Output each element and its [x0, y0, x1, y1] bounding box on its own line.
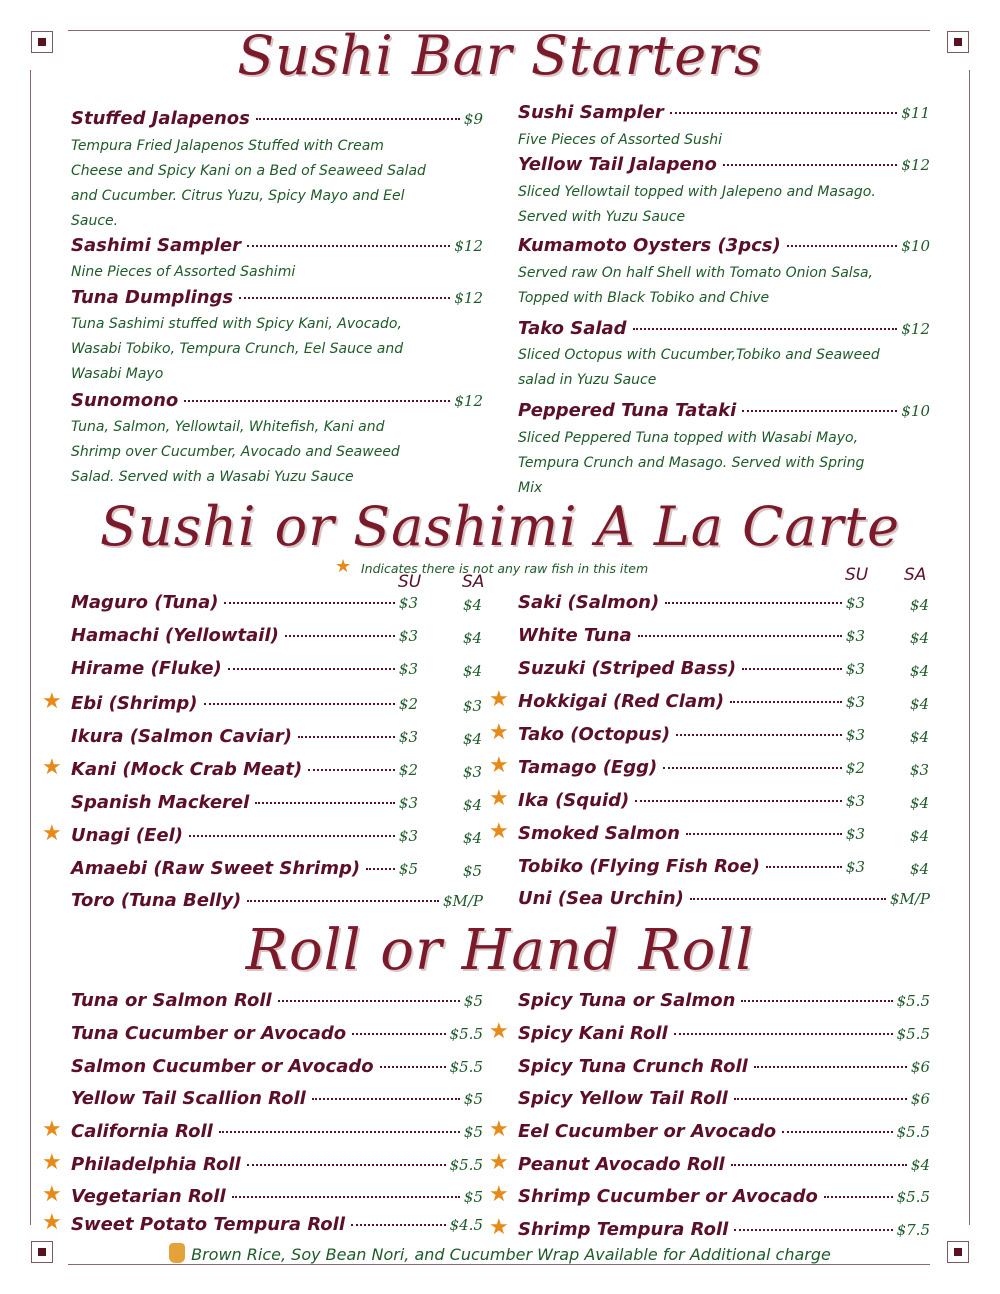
sushi-price: $2 — [845, 759, 865, 777]
roll-item — [71, 990, 483, 1011]
sushi-price: $3 — [398, 594, 418, 612]
alacarte-item — [518, 691, 865, 712]
starter-item — [518, 102, 930, 123]
sashimi-price: $4 — [910, 827, 930, 845]
sushi-price: $2 — [398, 761, 418, 779]
leader-dots — [228, 668, 395, 670]
leader-dots — [690, 898, 886, 900]
sashimi-price: $4 — [910, 860, 930, 878]
alacarte-item — [71, 890, 483, 911]
item-name: Ikura (Salmon Caviar) — [71, 726, 292, 747]
starter-item — [518, 400, 930, 421]
item-price: $7.5 — [896, 1221, 930, 1239]
roll-item — [518, 990, 930, 1011]
item-name: Sunomono — [71, 390, 179, 411]
desc-line: Shrimp over Cucumber, Avocado and Seaweed — [71, 444, 400, 460]
roll-item — [518, 1023, 930, 1044]
desc-line: Sliced Yellowtail topped with Jalepeno and Masago. — [518, 184, 876, 200]
leader-dots — [255, 802, 395, 804]
sushi-price: $3 — [398, 794, 418, 812]
leader-dots — [184, 400, 450, 402]
sushi-price: $3 — [398, 827, 418, 845]
sushi-price: $5 — [398, 860, 418, 878]
leader-dots — [224, 602, 394, 604]
desc-line: Five Pieces of Assorted Sushi — [518, 132, 722, 148]
starter-item — [518, 318, 930, 339]
leader-dots — [256, 118, 460, 120]
alacarte-item — [518, 856, 865, 877]
leader-dots — [351, 1224, 446, 1226]
star-icon: ★ — [489, 819, 509, 844]
item-description — [518, 426, 864, 501]
sashimi-price: $4 — [910, 629, 930, 647]
item-name: Ebi (Shrimp) — [71, 693, 198, 714]
alacarte-item — [518, 625, 865, 646]
leader-dots — [754, 1066, 907, 1068]
alacarte-item — [518, 724, 865, 745]
item-name: Amaebi (Raw Sweet Shrimp) — [71, 858, 361, 879]
roll-item — [518, 1056, 930, 1077]
item-name: Shrimp Tempura Roll — [518, 1219, 729, 1240]
sashimi-price: $4 — [910, 728, 930, 746]
desc-line: Served with Yuzu Sauce — [518, 209, 686, 225]
leader-dots — [312, 1098, 460, 1100]
leader-dots — [731, 1164, 907, 1166]
leader-dots — [308, 769, 395, 771]
item-name: Tamago (Egg) — [518, 757, 658, 778]
item-description — [71, 134, 426, 234]
sushi-price: $2 — [398, 695, 418, 713]
desc-line: Tempura Crunch and Masago. Served with Spring — [518, 455, 865, 471]
item-name: Spicy Yellow Tail Roll — [518, 1088, 728, 1109]
sushi-column-header: SU — [845, 565, 869, 585]
star-icon: ★ — [42, 1210, 62, 1235]
item-price: $11 — [901, 104, 930, 122]
sushi-price: $3 — [845, 825, 865, 843]
sashimi-price: $4 — [463, 662, 483, 680]
section-title-starters: Sushi Bar Starters — [237, 24, 763, 87]
section-title-rolls: Roll or Hand Roll — [245, 918, 755, 983]
no-raw-fish-note: Indicates there is not any raw fish in this item — [361, 561, 649, 576]
leader-dots — [766, 866, 842, 868]
desc-line: Salad. Served with a Wasabi Yuzu Sauce — [71, 469, 354, 485]
star-icon: ★ — [489, 786, 509, 811]
sushi-price: $3 — [845, 792, 865, 810]
starter-item — [71, 390, 483, 411]
roll-item — [71, 1154, 483, 1175]
item-name: Tako Salad — [518, 318, 627, 339]
section-title-alacarte: Sushi or Sashimi A La Carte — [99, 495, 901, 558]
sushi-price: $3 — [398, 627, 418, 645]
item-name: Suzuki (Striped Bass) — [518, 658, 737, 679]
leader-dots — [723, 164, 898, 166]
leader-dots — [742, 668, 842, 670]
sushi-price: $3 — [845, 594, 865, 612]
leader-dots — [232, 1196, 460, 1198]
desc-line: Nine Pieces of Assorted Sashimi — [71, 264, 296, 280]
leader-dots — [204, 703, 395, 705]
leader-dots — [730, 701, 842, 703]
item-name: Peanut Avocado Roll — [518, 1154, 725, 1175]
item-price: $12 — [901, 156, 930, 174]
item-price: $5.5 — [449, 1025, 483, 1043]
sashimi-price: $4 — [463, 629, 483, 647]
sushi-price: $3 — [845, 660, 865, 678]
leader-dots — [670, 112, 898, 114]
leader-dots — [352, 1033, 445, 1035]
desc-line: Cheese and Spicy Kani on a Bed of Seaweed Salad — [71, 163, 426, 179]
item-price: $12 — [454, 289, 483, 307]
leader-dots — [782, 1131, 893, 1133]
market-price: $M/P — [442, 892, 483, 910]
item-description — [71, 260, 295, 285]
desc-line: and Cucumber. Citrus Yuzu, Spicy Mayo and Eel — [71, 188, 405, 204]
roll-item — [71, 1121, 483, 1142]
roll-item — [71, 1088, 483, 1109]
leader-dots — [734, 1098, 907, 1100]
alacarte-item — [518, 888, 930, 909]
roll-item — [71, 1056, 483, 1077]
item-price: $10 — [901, 402, 930, 420]
item-price: $5.5 — [449, 1156, 483, 1174]
starter-item — [71, 108, 483, 129]
item-name: Unagi (Eel) — [71, 825, 184, 846]
item-name: Tuna Cucumber or Avocado — [71, 1023, 347, 1044]
leader-dots — [285, 635, 395, 637]
leader-dots — [247, 245, 450, 247]
item-price: $12 — [454, 392, 483, 410]
item-name: Kani (Mock Crab Meat) — [71, 759, 303, 780]
leader-dots — [380, 1066, 446, 1068]
leader-dots — [366, 868, 395, 870]
item-description — [71, 415, 400, 490]
roll-item — [71, 1186, 483, 1207]
sashimi-price: $4 — [463, 596, 483, 614]
sashimi-price: $4 — [463, 829, 483, 847]
desc-line: Sliced Octopus with Cucumber,Tobiko and Seaweed — [518, 347, 880, 363]
item-description — [71, 312, 403, 387]
footer-note — [0, 1243, 1000, 1264]
star-icon: ★ — [489, 687, 509, 712]
item-name: Tako (Octopus) — [518, 724, 671, 745]
item-price: $12 — [901, 320, 930, 338]
star-icon: ★ — [42, 755, 62, 780]
item-name: Spanish Mackerel — [71, 792, 250, 813]
leader-dots — [686, 833, 842, 835]
left-border-line — [30, 70, 31, 1225]
market-price: $M/P — [889, 890, 930, 908]
alacarte-item — [518, 757, 865, 778]
star-icon: ★ — [489, 1019, 509, 1044]
item-name: Hokkigai (Red Clam) — [518, 691, 725, 712]
leader-dots — [787, 245, 898, 247]
sushi-price: $3 — [845, 858, 865, 876]
desc-line: Sauce. — [71, 213, 119, 229]
item-price: $5 — [463, 1123, 483, 1141]
star-icon: ★ — [489, 1117, 509, 1142]
sashimi-price: $3 — [463, 697, 483, 715]
item-price: $5.5 — [896, 1123, 930, 1141]
leader-dots — [247, 1164, 446, 1166]
alacarte-item — [71, 858, 418, 879]
desc-line: Tuna, Salmon, Yellowtail, Whitefish, Kani and — [71, 419, 385, 435]
star-icon: ★ — [42, 1117, 62, 1142]
right-border-line — [969, 70, 970, 1225]
desc-line: Sliced Peppered Tuna topped with Wasabi Mayo, — [518, 430, 859, 446]
alacarte-item — [71, 693, 418, 714]
roll-item — [518, 1186, 930, 1207]
leader-dots — [674, 1033, 893, 1035]
item-name: Smoked Salmon — [518, 823, 680, 844]
star-icon: ★ — [489, 1150, 509, 1175]
leader-dots — [247, 900, 439, 902]
alacarte-item — [71, 625, 418, 646]
leader-dots — [676, 734, 842, 736]
starter-item — [518, 154, 930, 175]
item-price: $5.5 — [896, 1188, 930, 1206]
leader-dots — [278, 1000, 460, 1002]
star-icon: ★ — [42, 821, 62, 846]
roll-item — [518, 1121, 930, 1142]
leader-dots — [633, 328, 898, 330]
desc-line: Tempura Fried Jalapenos Stuffed with Cream — [71, 138, 384, 154]
sushi-column-header: SU — [398, 572, 422, 592]
leader-dots — [638, 635, 842, 637]
alacarte-item — [71, 759, 418, 780]
roll-item — [518, 1088, 930, 1109]
star-icon: ★ — [489, 753, 509, 778]
leader-dots — [741, 1000, 892, 1002]
leader-dots — [635, 800, 842, 802]
item-name: Salmon Cucumber or Avocado — [71, 1056, 374, 1077]
desc-line: Wasabi Mayo — [71, 366, 164, 382]
starter-item — [71, 287, 483, 308]
roll-item — [71, 1023, 483, 1044]
item-name: Maguro (Tuna) — [71, 592, 219, 613]
sushi-price: $3 — [845, 627, 865, 645]
sushi-price: $3 — [398, 728, 418, 746]
item-name: Sashimi Sampler — [71, 235, 242, 256]
item-price: $5 — [463, 1090, 483, 1108]
sashimi-price: $4 — [463, 730, 483, 748]
item-name: Hirame (Fluke) — [71, 658, 222, 679]
alacarte-item — [71, 592, 418, 613]
leader-dots — [219, 1131, 460, 1133]
leader-dots — [824, 1196, 893, 1198]
item-price: $5 — [463, 1188, 483, 1206]
roll-item — [518, 1154, 930, 1175]
item-name: Vegetarian Roll — [71, 1186, 226, 1207]
roll-item — [518, 1219, 930, 1240]
item-price: $4 — [910, 1156, 930, 1174]
item-price: $6 — [910, 1058, 930, 1076]
item-price: $5 — [463, 992, 483, 1010]
alacarte-item — [518, 790, 865, 811]
alacarte-item — [71, 658, 418, 679]
item-name: Tuna Dumplings — [71, 287, 234, 308]
item-name: Ika (Squid) — [518, 790, 630, 811]
desc-line: Tuna Sashimi stuffed with Spicy Kani, Avocado, — [71, 316, 402, 332]
leader-dots — [734, 1229, 892, 1231]
item-name: Sushi Sampler — [518, 102, 664, 123]
item-price: $5.5 — [896, 1025, 930, 1043]
star-icon: ★ — [489, 720, 509, 745]
item-name: Stuffed Jalapenos — [71, 108, 250, 129]
item-price: $12 — [454, 237, 483, 255]
star-icon: ★ — [42, 1150, 62, 1175]
star-icon: ★ — [42, 1182, 62, 1207]
desc-line: Topped with Black Tobiko and Chive — [518, 290, 770, 306]
item-name: Shrimp Cucumber or Avocado — [518, 1186, 818, 1207]
sashimi-price: $4 — [463, 796, 483, 814]
roll-item — [71, 1214, 483, 1235]
sashimi-price: $4 — [910, 596, 930, 614]
alacarte-item — [71, 825, 418, 846]
item-name: Hamachi (Yellowtail) — [71, 625, 279, 646]
alacarte-item — [518, 658, 865, 679]
desc-line: Mix — [518, 480, 543, 496]
sushi-price: $3 — [398, 660, 418, 678]
leader-dots — [742, 410, 897, 412]
item-name: Philadelphia Roll — [71, 1154, 241, 1175]
leader-dots — [239, 297, 450, 299]
sashimi-price: $3 — [463, 763, 483, 781]
sushi-price: $3 — [845, 693, 865, 711]
item-name: Sweet Potato Tempura Roll — [71, 1214, 346, 1235]
alacarte-item — [71, 726, 418, 747]
item-name: Yellow Tail Jalapeno — [518, 154, 717, 175]
sashimi-price: $4 — [910, 662, 930, 680]
bottom-border-line — [68, 1264, 930, 1265]
alacarte-item — [71, 792, 418, 813]
item-name: Peppered Tuna Tataki — [518, 400, 737, 421]
item-name: Eel Cucumber or Avocado — [518, 1121, 777, 1142]
sashimi-price: $5 — [463, 862, 483, 880]
item-name: Tobiko (Flying Fish Roe) — [518, 856, 760, 877]
desc-line: salad in Yuzu Sauce — [518, 372, 657, 388]
item-price: $5.5 — [896, 992, 930, 1010]
sashimi-price: $4 — [910, 695, 930, 713]
item-price: $9 — [463, 110, 483, 128]
leader-dots — [189, 835, 395, 837]
leader-dots — [663, 767, 842, 769]
star-icon: ★ — [42, 689, 62, 714]
sashimi-column-header: SA — [462, 572, 485, 592]
sashimi-price: $3 — [910, 761, 930, 779]
starter-item — [71, 235, 483, 256]
item-name: California Roll — [71, 1121, 213, 1142]
item-description — [518, 128, 722, 153]
desc-line: Wasabi Tobiko, Tempura Crunch, Eel Sauce and — [71, 341, 404, 357]
item-name: Saki (Salmon) — [518, 592, 660, 613]
item-name: Spicy Tuna Crunch Roll — [518, 1056, 748, 1077]
starter-item — [518, 235, 930, 256]
desc-line: Served raw On half Shell with Tomato Onion Salsa, — [518, 265, 874, 281]
leader-dots — [665, 602, 842, 604]
item-description — [518, 261, 873, 311]
item-name: White Tuna — [518, 625, 632, 646]
item-price: $4.5 — [449, 1216, 483, 1234]
sashimi-price: $4 — [910, 794, 930, 812]
item-description — [518, 180, 876, 230]
item-price: $10 — [901, 237, 930, 255]
item-name: Uni (Sea Urchin) — [518, 888, 684, 909]
leader-dots — [298, 736, 395, 738]
item-description — [518, 343, 880, 393]
item-name: Toro (Tuna Belly) — [71, 890, 242, 911]
item-price: $6 — [910, 1090, 930, 1108]
rice-bowl-icon — [169, 1243, 185, 1263]
alacarte-item — [518, 823, 865, 844]
alacarte-item — [518, 592, 865, 613]
sushi-price: $3 — [845, 726, 865, 744]
star-icon: ★ — [489, 1182, 509, 1207]
item-name: Yellow Tail Scallion Roll — [71, 1088, 306, 1109]
item-name: Spicy Kani Roll — [518, 1023, 668, 1044]
sashimi-column-header: SA — [904, 565, 927, 585]
item-name: Kumamoto Oysters (3pcs) — [518, 235, 781, 256]
item-name: Spicy Tuna or Salmon — [518, 990, 736, 1011]
footer-text: Brown Rice, Soy Bean Nori, and Cucumber Wrap Available for Additional charge — [191, 1245, 831, 1264]
item-name: Tuna or Salmon Roll — [71, 990, 272, 1011]
star-icon: ★ — [335, 556, 352, 577]
item-price: $5.5 — [449, 1058, 483, 1076]
star-icon: ★ — [489, 1215, 509, 1240]
